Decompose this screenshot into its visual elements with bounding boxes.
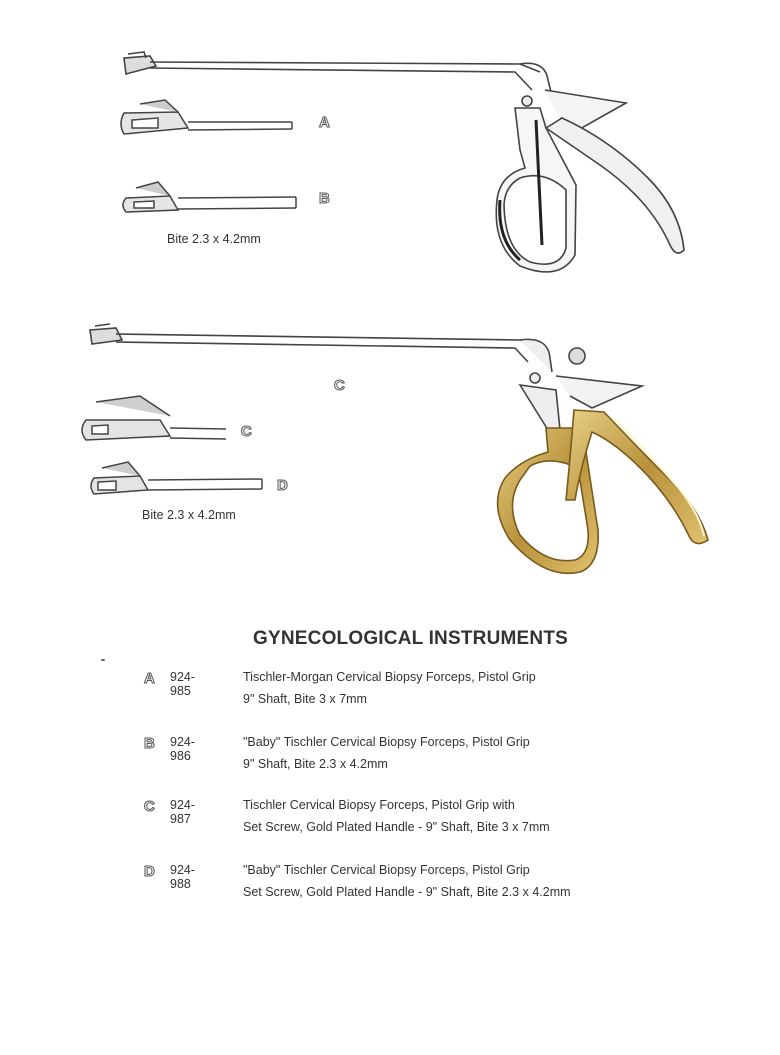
- item-letter: A: [144, 670, 155, 687]
- item-code: 924-985: [170, 670, 196, 698]
- figure1-bite-caption: Bite 2.3 x 4.2mm: [167, 232, 261, 246]
- tip-detail-d: [91, 462, 262, 494]
- print-speck: [101, 659, 105, 661]
- tip-detail-b: [123, 182, 296, 212]
- forceps-c-d-drawing: [90, 324, 642, 430]
- figure-label-c-main: C: [334, 377, 345, 394]
- item-letter: C: [144, 798, 155, 815]
- figure-label-b: B: [319, 190, 330, 207]
- gold-handle: [498, 410, 708, 573]
- item-description: Tischler-Morgan Cervical Biopsy Forceps, Pistol Grip: [243, 670, 536, 684]
- tip-detail-c: [82, 396, 226, 440]
- item-letter: B: [144, 735, 155, 752]
- item-specs: 9" Shaft, Bite 2.3 x 4.2mm: [243, 757, 388, 771]
- item-code: 924-987: [170, 798, 196, 826]
- item-description: "Baby" Tischler Cervical Biopsy Forceps, Pistol Grip: [243, 735, 530, 749]
- item-specs: Set Screw, Gold Plated Handle - 9" Shaft, Bite 2.3 x 4.2mm: [243, 885, 571, 899]
- item-specs: Set Screw, Gold Plated Handle - 9" Shaft, Bite 3 x 7mm: [243, 820, 550, 834]
- figure2-bite-caption: Bite 2.3 x 4.2mm: [142, 508, 236, 522]
- item-letter: D: [144, 863, 155, 880]
- section-title: GYNECOLOGICAL INSTRUMENTS: [253, 628, 568, 649]
- item-code: 924-986: [170, 735, 196, 763]
- item-description: "Baby" Tischler Cervical Biopsy Forceps, Pistol Grip: [243, 863, 530, 877]
- item-description: Tischler Cervical Biopsy Forceps, Pistol Grip with: [243, 798, 515, 812]
- figure-label-d: D: [277, 477, 288, 494]
- item-code: 924-988: [170, 863, 196, 891]
- item-specs: 9" Shaft, Bite 3 x 7mm: [243, 692, 367, 706]
- figure-label-a: A: [319, 114, 330, 131]
- figure-label-c: C: [241, 423, 252, 440]
- tip-detail-a: [121, 100, 292, 134]
